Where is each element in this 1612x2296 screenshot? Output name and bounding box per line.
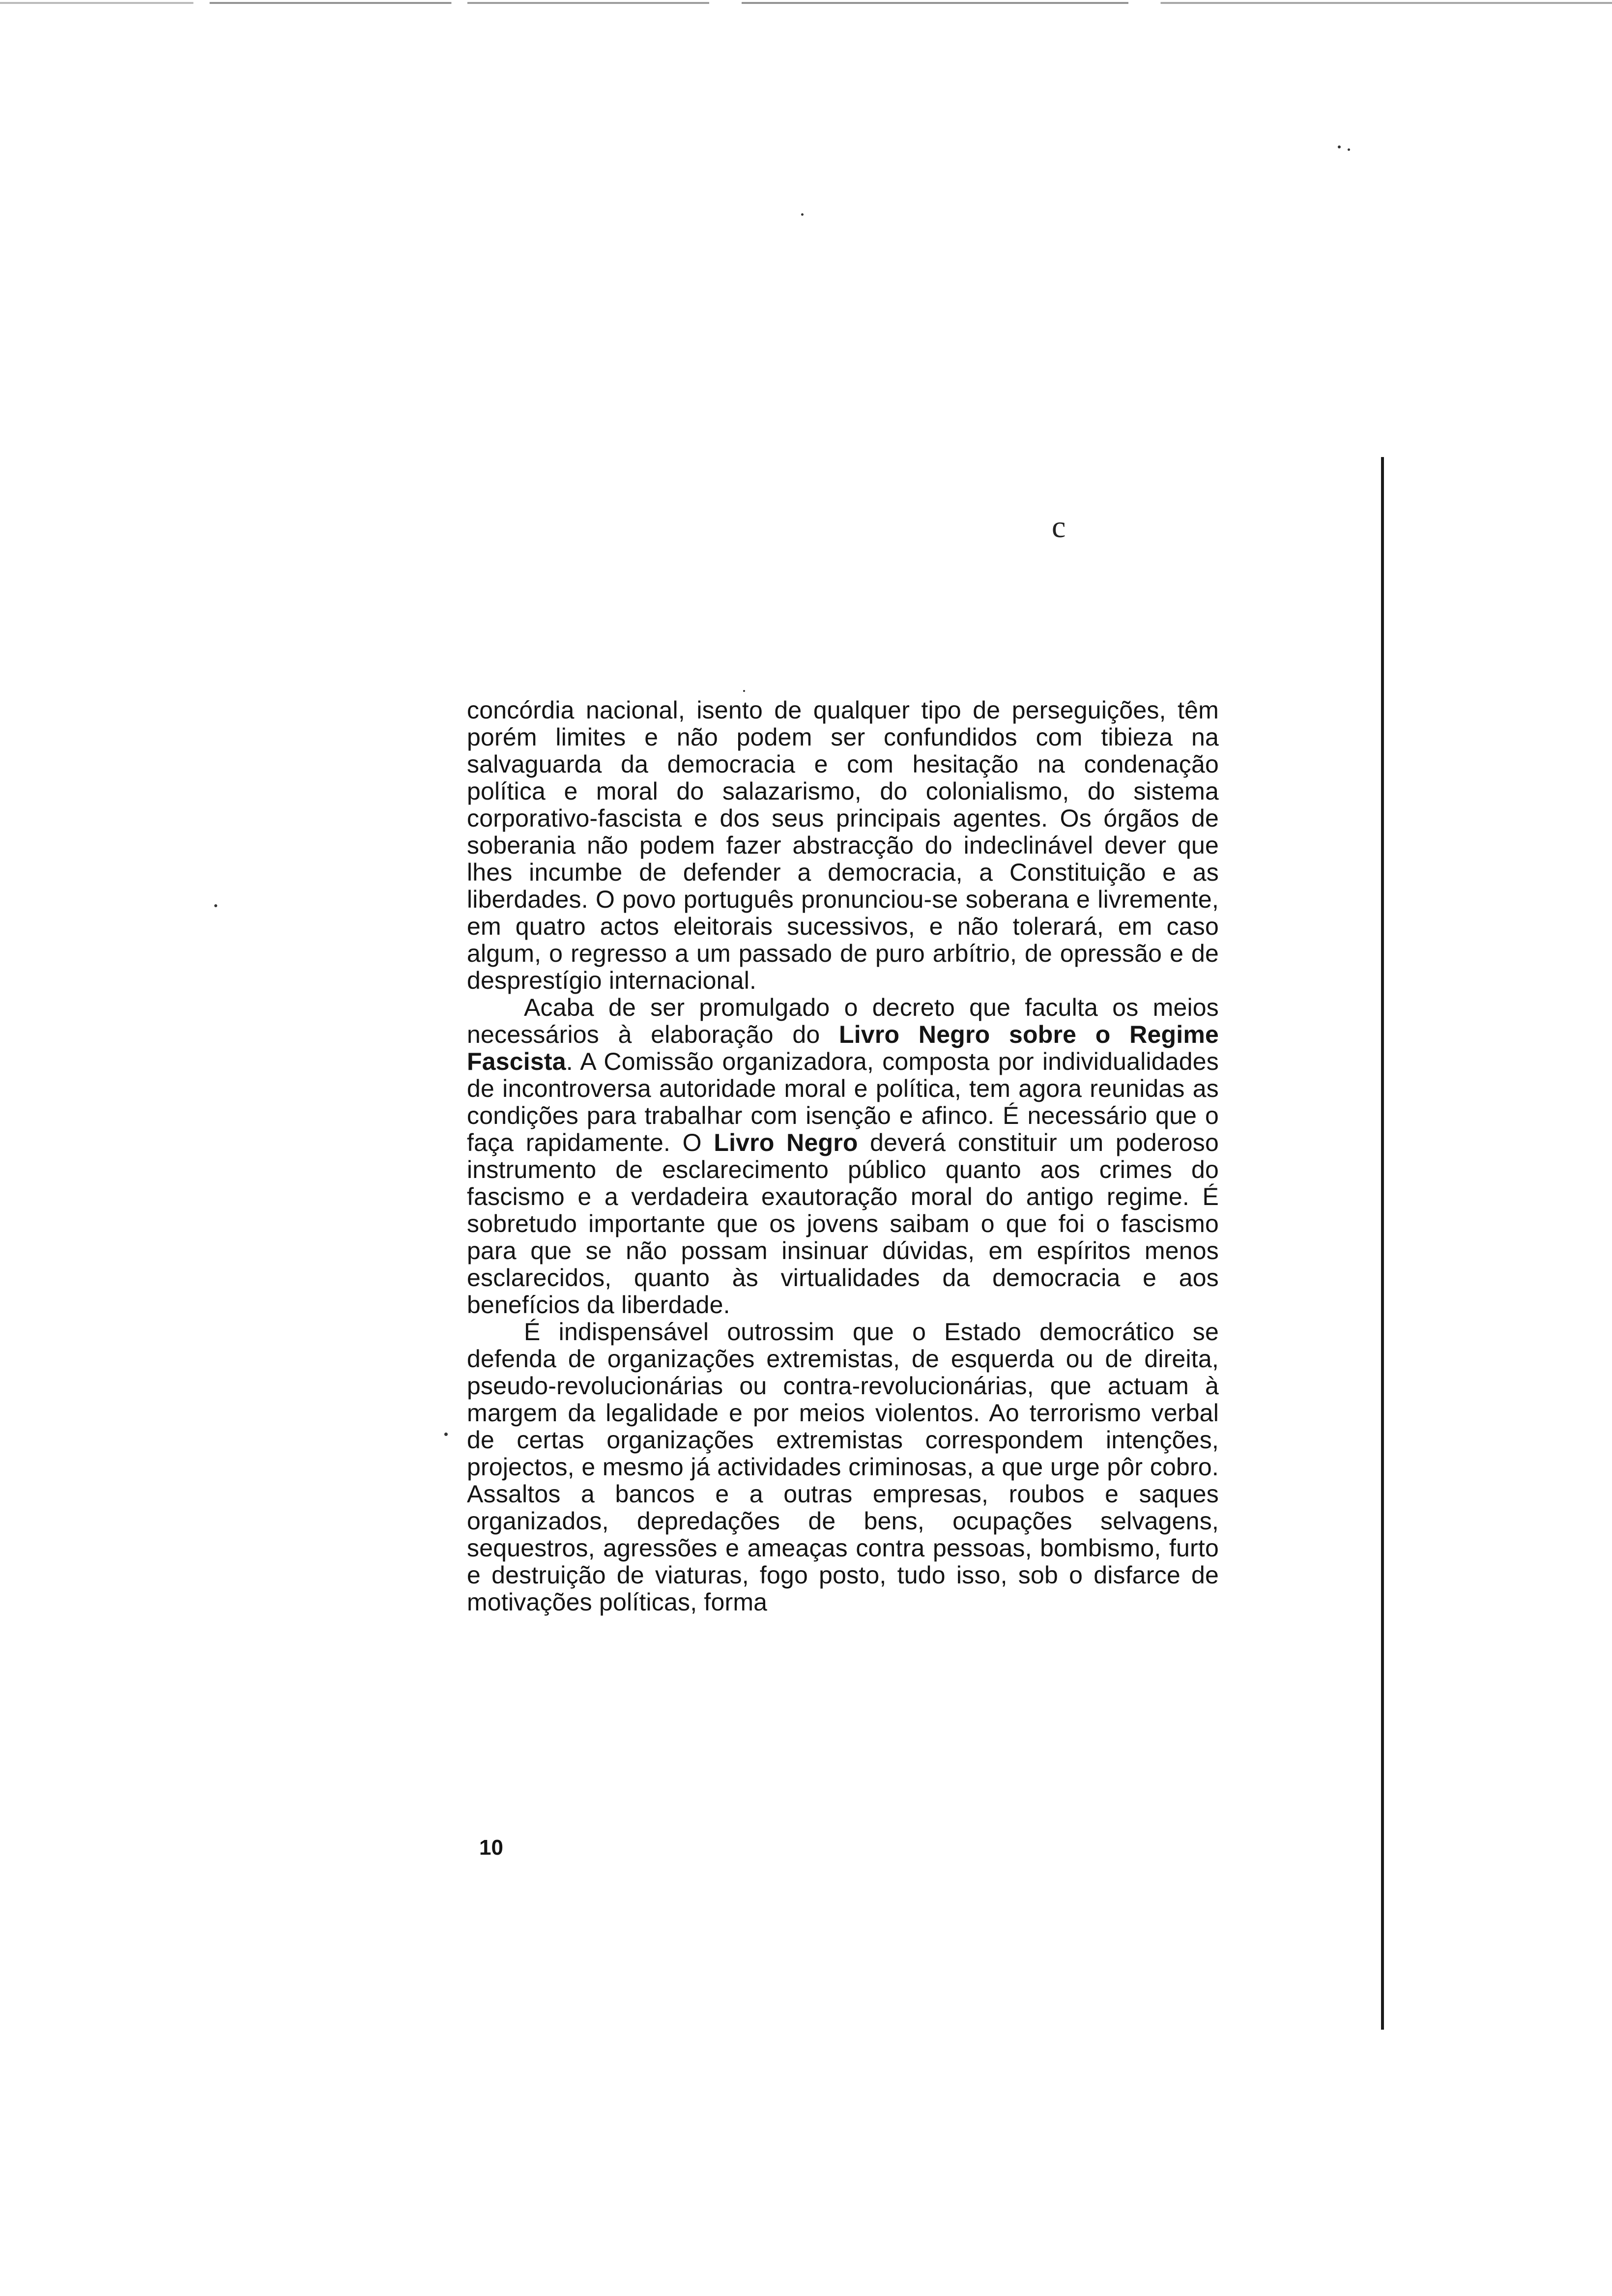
paragraph-2	[467, 994, 1219, 1319]
paragraph-1: concórdia nacional, isento de qualquer tipo de perseguições, têm porém limites e não podem ser confundidos com tibieza na salvaguarda da democracia e com hesitação na condenação política e moral do salazarismo, do colonialismo, do sistema corporativo-fascista e dos seus principais agentes. Os órgãos de soberania não podem fazer abstracção do indeclinável dever que lhes incumbe de defender a democracia, a Constituição e as liberdades. O povo português pronunciou-se soberana e livremente, em quatro actos eleitorais sucessivos, e não tolerará, em caso algum, o regresso a um passado de puro arbítrio, de opressão e de desprestígio internacional.	[467, 696, 1219, 994]
paragraph-2-text-2: . A Comissão organizadora, composta por individualidades de incontroversa autoridade moral e política, tem agora reunidas as condições para trabalhar com isenção e afinco. É necessário que o faça rapidamente. O	[467, 1048, 1219, 1156]
scan-speck	[1338, 145, 1341, 148]
book-title-bold: Livro Negro sobre o Regime Fascista	[467, 1021, 1219, 1075]
page-number: 10	[479, 1836, 503, 1860]
scan-top-edge	[0, 2, 1612, 4]
paragraph-2-text-1: Acaba de ser promulgado o decreto que faculta os meios necessários à elaboração do	[467, 994, 1219, 1048]
body-text	[467, 697, 1219, 1616]
paragraph-2-text-3: deverá constituir um poderoso instrumento de esclarecimento público quanto aos crimes do fascismo e a verdadeira exautoração moral do antigo regime. É sobretudo importante que os jovens saibam o que foi o fascismo para que se não possam insinuar dúvidas, em espíritos menos esclarecidos, quanto às virtualidades da democracia e aos benefícios da liberdade.	[467, 1129, 1219, 1319]
scan-speck	[801, 213, 804, 216]
paragraph-3: É indispensável outrossim que o Estado democrático se defenda de organizações extremistas, de esquerda ou de direita, pseudo-revolucionárias ou contra-revolucionárias, que actuam à margem da legalidade e por meios violentos. Ao terrorismo verbal de certas organizações extremistas correspondem intenções, projectos, e mesmo já actividades criminosas, a que urge pôr cobro. Assaltos a bancos e a outras empresas, roubos e saques organizados, depredações de bens, ocupações selvagens, sequestros, agressões e ameaças contra pessoas, bombismo, furto e destruição de viaturas, fogo posto, tudo isso, sob o disfarce de motivações políticas, forma	[467, 1318, 1219, 1616]
book-title-short-bold: Livro Negro	[714, 1129, 858, 1156]
corner-mark: c	[1052, 509, 1066, 544]
scan-speck	[743, 690, 745, 692]
scan-speck	[214, 904, 217, 907]
scan-speck	[444, 1433, 448, 1436]
scan-speck	[1348, 148, 1350, 151]
scan-page-edge	[1381, 457, 1384, 2030]
